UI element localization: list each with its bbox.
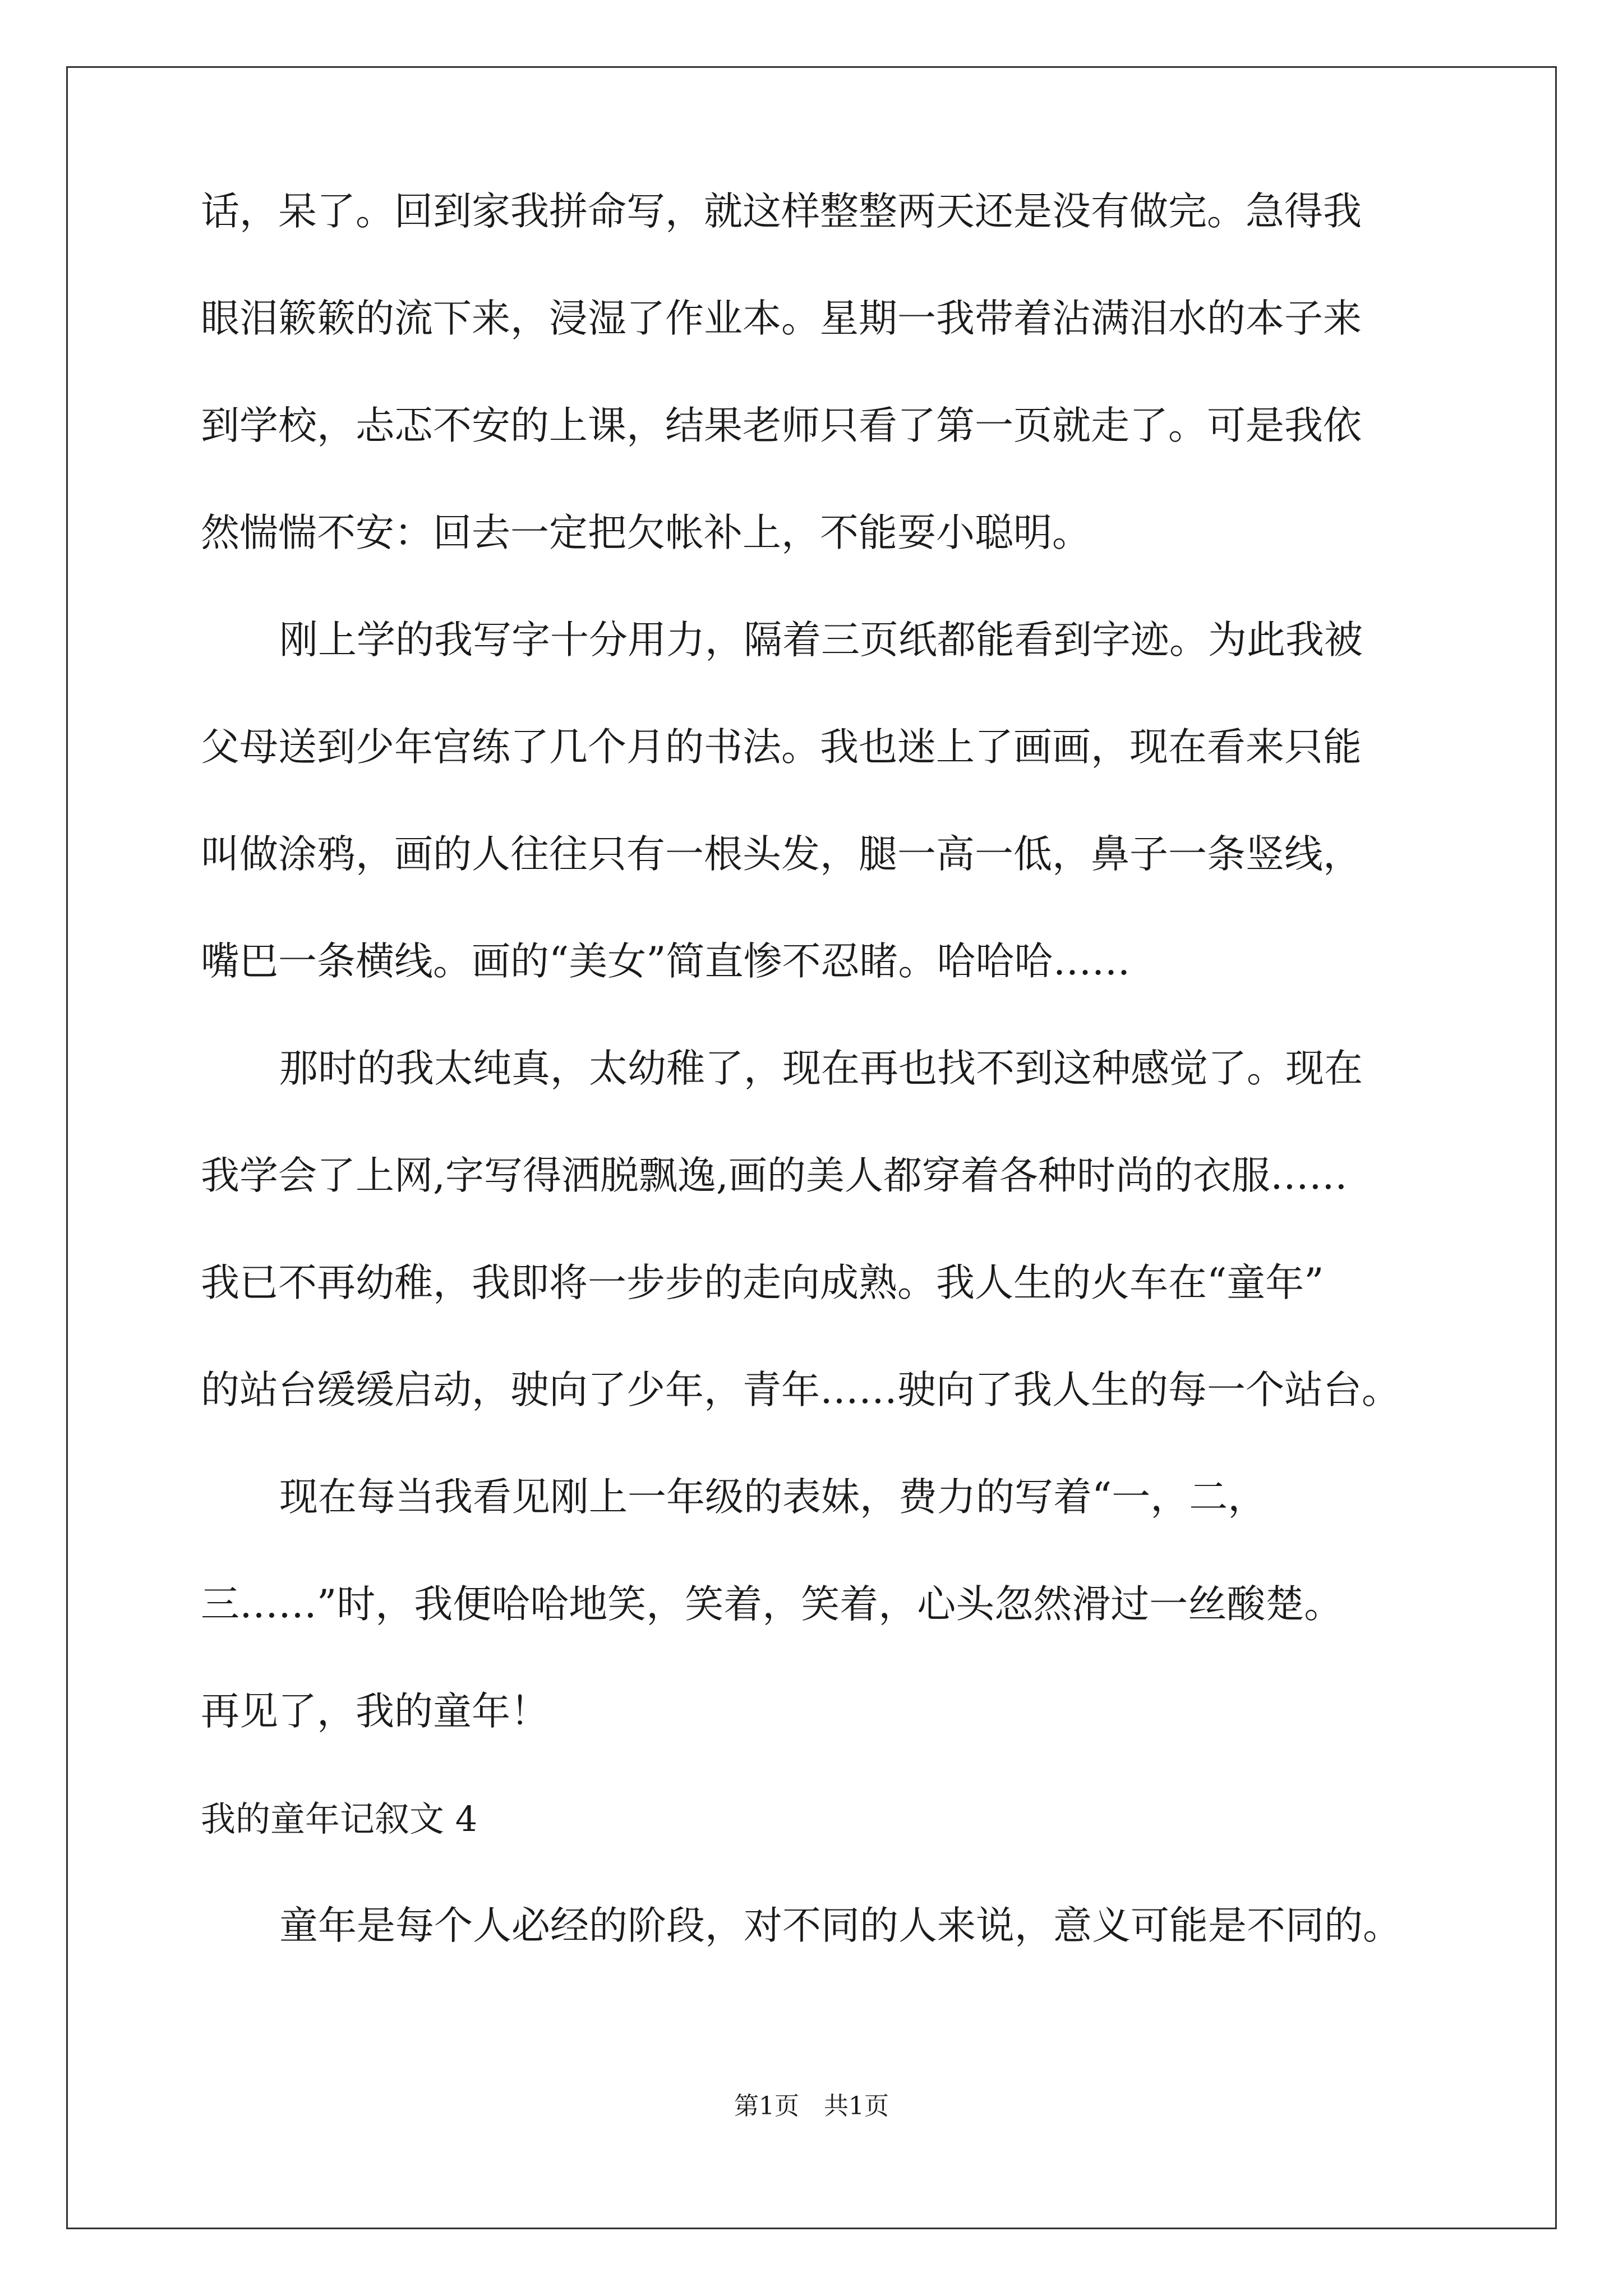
text-line: 嘴巴一条横线。画的“美女”简直惨不忍睹。哈哈哈…… [201, 939, 1131, 984]
paragraph-start-line: 刚上学的我写字十分用力，隔着三页纸都能看到字迹。为此我被 [279, 618, 1363, 662]
text-line: 我学会了上网,字写得洒脱飘逸,画的美人都穿着各种时尚的衣服…… [201, 1153, 1348, 1198]
text-line: 然惴惴不安：回去一定把欠帐补上，不能耍小聪明。 [201, 510, 1091, 555]
text-line: 再见了，我的童年！ [201, 1689, 549, 1734]
paragraph-start-line: 童年是每个人必经的阶段，对不同的人来说，意义可能是不同的。 [279, 1903, 1401, 1948]
text-line: 的站台缓缓启动，驶向了少年，青年……驶向了我人生的每一个站台。 [201, 1368, 1400, 1412]
paragraph-start-line: 现在每当我看见刚上一年级的表妹，费力的写着“一，二， [279, 1475, 1267, 1520]
paragraph-start-line: 那时的我太纯真，太幼稚了，现在再也找不到这种感觉了。现在 [279, 1046, 1363, 1091]
text-line: 父母送到少年宫练了几个月的书法。我也迷上了画画，现在看来只能 [201, 725, 1362, 770]
text-line: 到学校，忐忑不安的上课，结果老师只看了第一页就走了。可是我依 [201, 403, 1362, 448]
text-line: 话，呆了。回到家我拼命写，就这样整整两天还是没有做完。急得我 [201, 189, 1362, 234]
text-line: 叫做涂鸦，画的人往往只有一根头发，腿一高一低，鼻子一条竖线， [201, 832, 1362, 877]
section-heading: 我的童年记叙文 4 [201, 1798, 478, 1839]
text-line: 眼泪簌簌的流下来，浸湿了作业本。星期一我带着沾满泪水的本子来 [201, 296, 1362, 341]
text-line: 三……”时，我便哈哈地笑，笑着，笑着，心头忽然滑过一丝酸楚。 [201, 1582, 1343, 1627]
document-body [201, 185, 1423, 2007]
page-footer: 第1页 共1页 [734, 2092, 889, 2120]
text-line: 我已不再幼稚，我即将一步步的走向成熟。我人生的火车在“童年” [201, 1260, 1324, 1305]
